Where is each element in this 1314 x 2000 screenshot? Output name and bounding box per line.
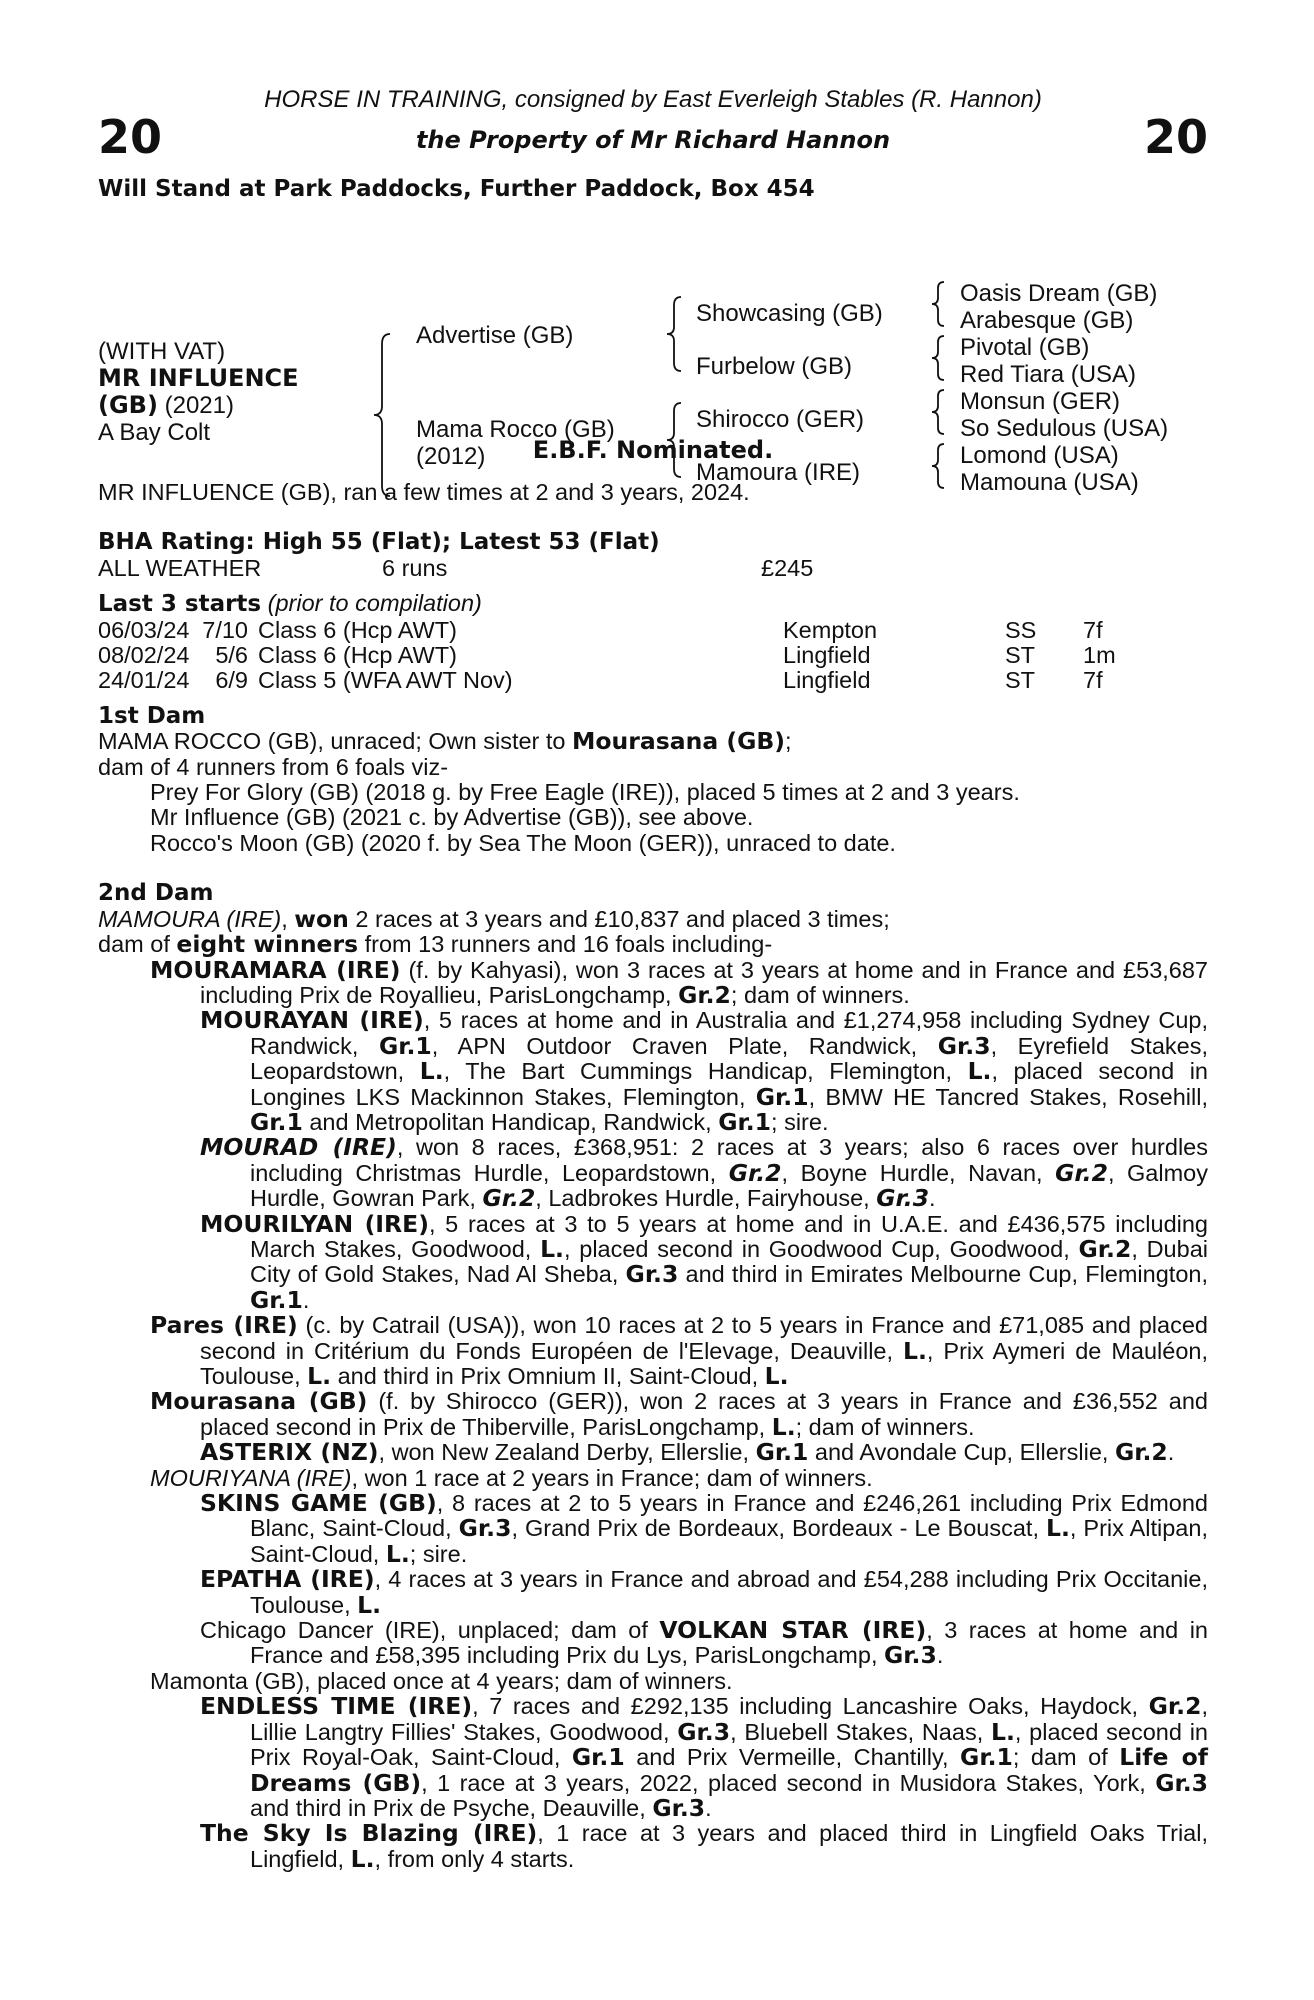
text: . [936,1642,944,1669]
start-row [98,668,1208,693]
catalogue-page [98,80,1209,1873]
gen2-1: Showcasing (GB) [696,300,883,327]
grade: L. [1045,1514,1070,1543]
grade: Gr.2 [678,980,731,1009]
grade: L. [764,1362,789,1390]
foal-entry: Rocco's Moon (GB) (2020 f. by Sea The Moon (GER)), unraced to date. [150,829,896,856]
second-dam-title: 2nd Dam [98,880,214,907]
grade: Gr.2 [1114,1438,1168,1467]
gen2-4: Mamoura (IRE) [696,459,861,486]
grade: L. [357,1590,382,1619]
text: (f. by Kahyasi), won 3 races at 3 years at home and in France and £53,687 including Prix de Royallieu, ParisLongchamp, [200,956,1208,1008]
horse-name: ENDLESS TIME (IRE) [200,1692,473,1721]
text: , Prix Aymeri de Mauléon, Toulouse, [200,1337,1209,1389]
grade: L. [540,1234,564,1263]
text: , 3 races at home and in France and £58,395 including Prix du Lys, ParisLongchamp, [250,1617,1208,1669]
text: , won New Zealand Derby, Ellerslie, [378,1439,756,1466]
horse-name: Life of Dreams (GB) [250,1743,1208,1797]
all-weather-row [98,556,1208,581]
brace-gen1 [370,330,394,500]
text: , Boyne Hurdle, Navan, [781,1159,1056,1186]
gen3-1: Oasis Dream (GB) [960,280,1158,307]
gen3-4: Red Tiara (USA) [960,361,1137,388]
horse-origin-year [98,392,234,419]
text: , Prix Altipan, Saint-Cloud, [250,1515,1208,1567]
lot-header [98,80,1208,164]
grade: L. [967,1057,992,1086]
text: from 13 runners and 16 foals including- [358,931,773,958]
grade: L. [419,1057,444,1086]
surface: ALL WEATHER [98,554,262,581]
grade: Gr.1 [571,1743,625,1772]
text: , The Bart Cummings Handicap, Flemington, [443,1058,968,1085]
grade: L. [350,1844,375,1873]
last-starts-title: Last 3 starts [98,591,262,618]
grade: Gr.1 [718,1107,772,1136]
start-distance: 7f [1083,616,1103,643]
gen3-2: Arabesque (GB) [960,307,1134,334]
grade: L. [307,1362,332,1390]
grade: Gr.3 [1155,1768,1208,1797]
race-summary: MR INFLUENCE (GB), ran a few times at 2 and 3 years, 2024. [98,479,750,505]
text: , 1 race at 3 years and placed third in Lingfield Oaks Trial, Lingfield, [250,1820,1209,1872]
grade: Gr.2 [1055,1158,1108,1187]
progeny-entry [98,1567,1208,1618]
horse-name: ASTERIX (NZ) [200,1438,379,1467]
bha-rating: BHA Rating: High 55 (Flat); Latest 53 (Flat) [98,529,660,556]
text: , BMW HE Tancred Stakes, Rosehill, [808,1083,1208,1110]
stand-location: Will Stand at Park Paddocks, Further Paddock, Box 454 [98,176,815,202]
start-distance: 7f [1083,667,1103,694]
horse-name: MOURIYANA (IRE) [150,1464,352,1491]
text: MAMA ROCCO (GB), unraced; Own sister to [98,728,573,755]
text: , placed second in Prix Royal-Oak, Saint-Cloud, [250,1718,1208,1771]
grade: Gr.2 [1148,1692,1202,1721]
text: , won 1 race at 2 years in France; dam of winners. [351,1464,873,1491]
grade: Gr.3 [625,1260,679,1289]
grade: Gr.3 [937,1031,991,1060]
text: ; [785,728,792,755]
text: . [302,1286,310,1313]
dam: Mama Rocco (GB) [416,416,615,443]
text: , Lillie Langtry Fillies' Stakes, Goodwood, [250,1693,1208,1745]
lot-number-right: 20 [1143,110,1208,164]
start-course: Kempton [783,616,878,643]
text: , from only 4 starts. [374,1845,575,1872]
text: , [281,905,295,932]
horse-sex: A Bay Colt [98,419,211,446]
grade: Gr.3 [884,1641,937,1670]
lot-number-left: 20 [98,110,163,164]
second-dam-line2 [98,932,1208,957]
grade: Gr.1 [755,1438,809,1467]
progeny-entry [98,955,1208,1009]
gen3-8: Mamouna (USA) [960,469,1139,496]
text: and third in Prix de Psyche, Deauville, [250,1794,653,1821]
text: . [929,1185,936,1212]
progeny-entry [98,1821,1208,1872]
start-position: 6/9 [215,667,248,694]
start-course: Lingfield [783,642,871,669]
grade: Gr.1 [755,1082,809,1111]
text: ; dam of winners. [795,1413,975,1440]
last-starts-note: (prior to compilation) [267,590,482,617]
grade: Gr.3 [458,1514,512,1543]
text: dam of [98,931,177,958]
horse-name: MOURAMARA (IRE) [150,955,401,984]
horse-name: MOURILYAN (IRE) [200,1209,429,1238]
grade: Gr.1 [960,1743,1013,1772]
gen3-7: Lomond (USA) [960,442,1119,469]
text: , 1 race at 3 years, 2022, placed second in Musidora Stakes, York, [421,1769,1156,1796]
property-line: the Property of Mr Richard Hannon [415,126,891,154]
horse-name: Mourasana (GB) [572,727,786,756]
text: , 4 races at 3 years in France and abroad and £54,288 including Prix Occitanie, Toulouse, [250,1566,1208,1618]
first-dam-line1 [98,729,1208,754]
text: (f. by Shirocco (GER)), won 2 races at 3 years in France and £36,552 and placed second in Prix de Thiberville, ParisLongchamp, [200,1388,1208,1440]
grade: Gr.1 [250,1285,303,1314]
text: and Metropolitan Handicap, Randwick, [302,1108,719,1135]
progeny-entry [98,1440,1208,1465]
text: , Bluebell Stakes, Naas, [730,1718,991,1745]
pedigree-table [98,210,1208,510]
start-course: Lingfield [783,667,871,694]
text: , Dubai City of Gold Stakes, Nad Al Sheba, [250,1235,1208,1288]
text: . [1167,1439,1175,1466]
text: and third in Emirates Melbourne Cup, Flemington, [678,1261,1208,1288]
progeny-entry [98,1389,1208,1440]
progeny-entry [98,1618,1208,1669]
text: ; sire. [771,1108,829,1135]
start-date: 08/02/24 [98,642,190,669]
progeny-entry [98,1694,1208,1821]
start-class: Class 6 (Hcp AWT) [258,642,457,669]
start-position: 7/10 [202,616,248,643]
progeny-entry [98,1313,1208,1389]
text: , Eyrefield Stakes, Leopardstown, [250,1032,1209,1085]
grade: L. [385,1539,410,1568]
text: ; dam of winners. [730,981,910,1008]
runs: 6 runs [382,554,448,581]
text: (c. by Catrail (USA)), won 10 races at 2 to 5 years in France and £71,085 and placed second in Critérium du Fonds Européen de l'Elevage, Deauville, [200,1312,1208,1364]
text: , placed second in Goodwood Cup, Goodwood, [563,1235,1079,1262]
text: , Grand Prix de Bordeaux, Bordeaux - Le Bouscat, [511,1515,1046,1542]
start-row [98,643,1208,668]
grade: Gr.2 [728,1158,782,1187]
first-dam-title: 1st Dam [98,702,206,729]
horse-name: MR INFLUENCE [98,364,299,392]
start-row [98,618,1208,643]
text: , won 8 races, £368,951: 2 races at 3 years; also 6 races over hurdles including Christmas Hurdle, Leopardstown, [250,1134,1208,1186]
grade: Gr.1 [378,1031,432,1060]
text: , 8 races at 2 to 5 years in France and £246,261 including Prix Edmond Blanc, Saint-Cloud, [250,1490,1208,1542]
text: and third in Prix Omnium II, Saint-Cloud, [331,1363,765,1389]
gen3-6: So Sedulous (USA) [960,415,1169,442]
text: and Prix Vermeille, Chantilly, [624,1744,961,1771]
text: , Galmoy Hurdle, Gowran Park, [250,1159,1208,1212]
brace-gen3-3 [928,388,948,436]
grade: Gr.2 [1078,1234,1132,1263]
text: eight winners [176,930,359,959]
foal-entry: Mr Influence (GB) (2021 c. by Advertise (GB)), see above. [150,804,754,831]
grade: Gr.1 [250,1107,303,1136]
horse-origin: (GB) [98,391,158,419]
start-date: 06/03/24 [98,616,190,643]
foal-entry: Prey For Glory (GB) (2018 g. by Free Eagle (IRE)), placed 5 times at 2 and 3 years. [150,779,1020,806]
text: Chicago Dancer (IRE), unplaced; dam of [200,1617,660,1644]
horse-name: MOURAD (IRE) [200,1133,397,1162]
horse-name: VOLKAN STAR (IRE) [659,1616,927,1645]
grade: Gr.2 [482,1184,536,1213]
progeny-entry [98,1491,1208,1567]
progeny-entry [98,1466,1208,1491]
text: . [705,1794,712,1821]
horse-year: (2021) [157,392,234,419]
text: , 7 races and £292,135 including Lancashire Oaks, Haydock, [472,1693,1149,1720]
start-going: ST [1005,667,1036,694]
brace-gen3-2 [928,334,948,382]
ebf-nominated: E.B.F. Nominated. [532,436,774,464]
gen2-2: Furbelow (GB) [696,353,853,380]
horse-name: Pares (IRE) [150,1311,298,1340]
text: , 5 races at home and in Australia and £1,274,958 including Sydney Cup, Randwick, [250,1007,1208,1059]
text: , placed second in Longines LKS Mackinnon Stakes, Flemington, [250,1058,1208,1110]
text: , APN Outdoor Craven Plate, Randwick, [431,1032,938,1059]
horse-name: SKINS GAME (GB) [200,1489,437,1518]
start-going: SS [1005,616,1037,643]
horse-name: MOURAYAN (IRE) [200,1006,424,1035]
text: ; sire. [409,1540,468,1567]
start-distance: 1m [1083,642,1116,669]
consignor-line: HORSE IN TRAINING, consigned by East Everleigh Stables (R. Hannon) [264,86,1042,113]
grade: L. [771,1412,796,1441]
brace-sire [663,294,685,374]
horse-name: The Sky Is Blazing (IRE) [200,1819,538,1848]
start-position: 5/6 [215,642,248,669]
dam-year: (2012) [416,443,486,470]
text: 2 races at 3 years and £10,837 and placed 3 times; [348,905,890,932]
text: , 5 races at 3 to 5 years at home and in U.A.E. and £436,575 including March Stakes, Goodwood, [250,1210,1209,1262]
first-dam-line2: dam of 4 runners from 6 foals viz- [98,753,449,780]
progeny-entry [98,1008,1208,1135]
grade: L. [990,1717,1015,1746]
brace-gen3-1 [928,280,948,328]
gen3-3: Pivotal (GB) [960,334,1090,361]
grade: Gr.3 [652,1793,706,1822]
start-class: Class 6 (Hcp AWT) [258,616,457,643]
grade: Gr.3 [876,1184,930,1213]
gen2-3: Shirocco (GER) [696,406,865,433]
text: and Avondale Cup, Ellerslie, [808,1439,1115,1466]
start-going: ST [1005,642,1036,669]
grade: L. [903,1336,927,1365]
horse-name: Mourasana (GB) [150,1387,368,1416]
progeny-entry [98,1209,1209,1314]
start-class: Class 5 (WFA AWT Nov) [258,667,513,694]
dam-name: MAMOURA (IRE) [98,905,282,932]
start-date: 24/01/24 [98,667,190,694]
last-starts-heading [98,591,1208,617]
sire: Advertise (GB) [416,322,574,349]
catalogue-body [98,480,1208,1872]
progeny-entry: Mamonta (GB), placed once at 4 years; dam of winners. [150,1667,733,1694]
horse-name: EPATHA (IRE) [200,1565,375,1594]
gen3-5: Monsun (GER) [960,388,1121,415]
text: ; dam of [1012,1744,1120,1771]
progeny-entry [98,1135,1208,1211]
text: , Ladbrokes Hurdle, Fairyhouse, [535,1185,877,1212]
text: won [294,904,349,933]
earnings: £245 [761,554,814,581]
second-dam-line1 [98,904,1208,933]
vat-label: (WITH VAT) [98,338,226,365]
grade: Gr.3 [677,1717,731,1746]
